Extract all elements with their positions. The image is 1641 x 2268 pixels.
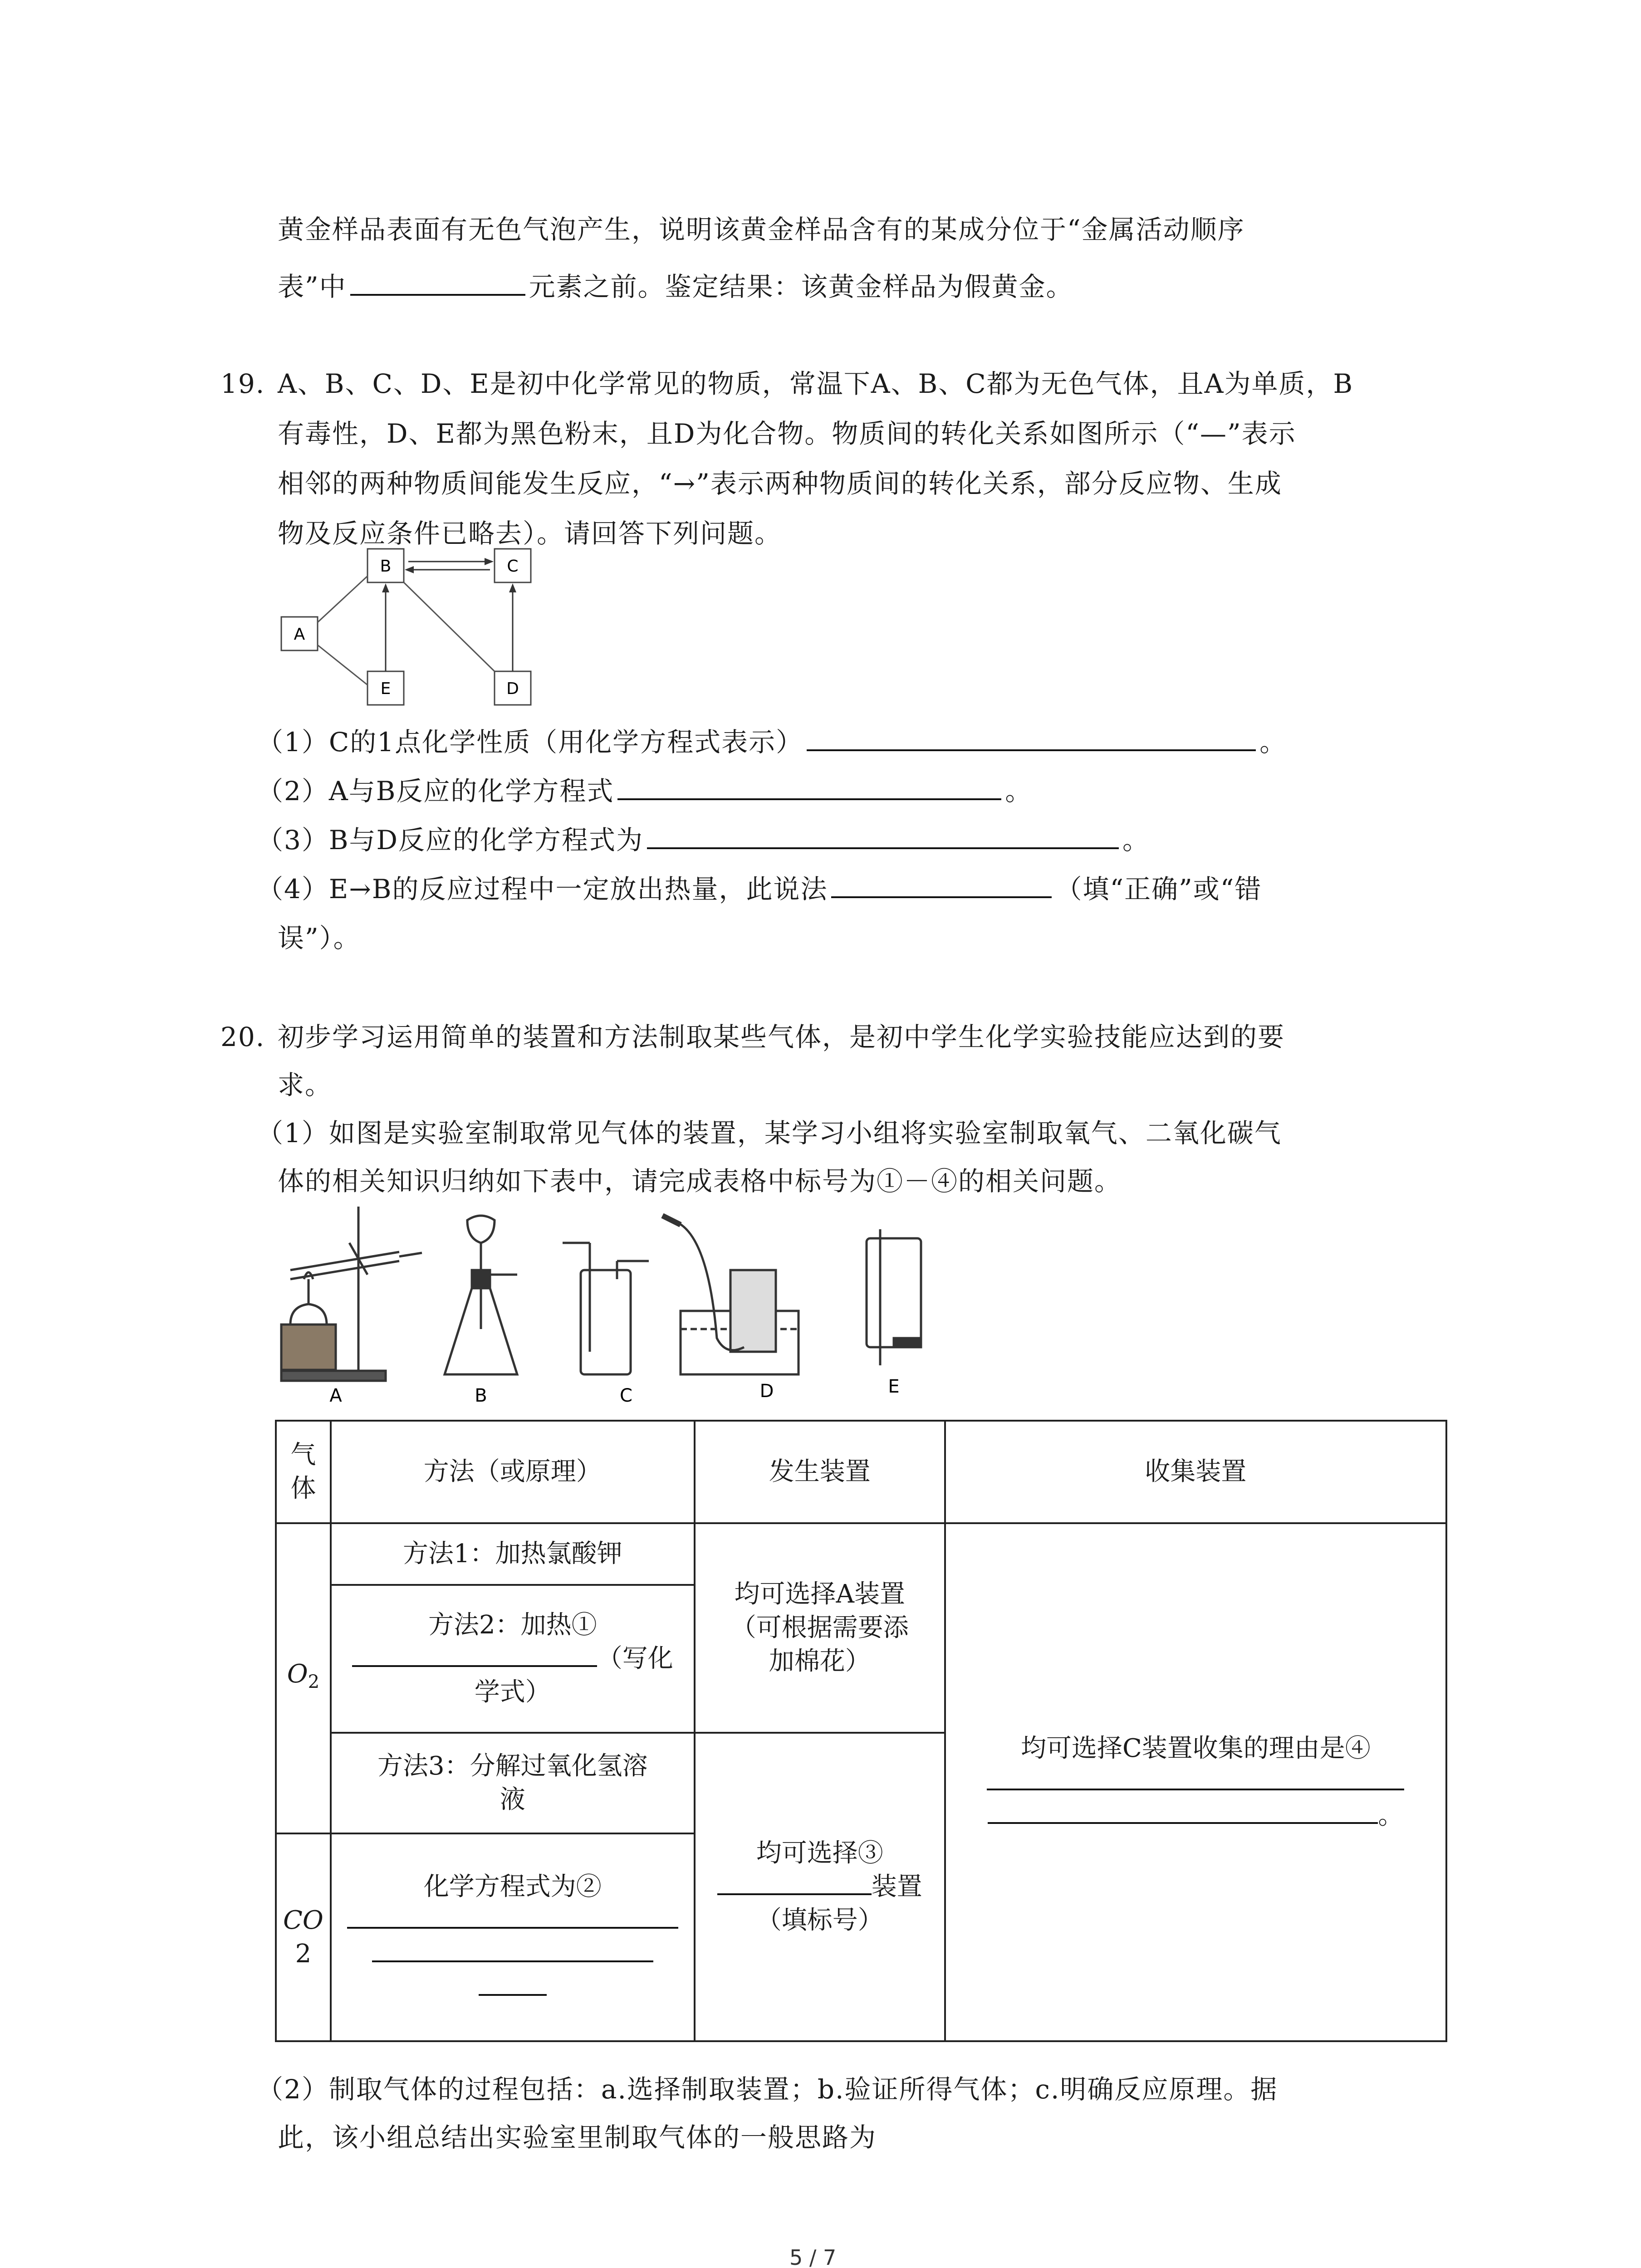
header-gas: 气 体: [276, 1421, 331, 1523]
label-d: D: [506, 679, 519, 698]
link-b-d: [404, 582, 495, 671]
apparatus-d: [662, 1216, 798, 1374]
cell-generator-a: 均可选择A装置 （可根据需要添 加棉花）: [695, 1523, 945, 1733]
answer-blank[interactable]: [617, 798, 1001, 800]
answer-blank-2c[interactable]: [479, 1994, 547, 1996]
label-apparatus-c: C: [620, 1385, 632, 1406]
label-b: B: [380, 557, 392, 576]
label-e: E: [380, 679, 391, 698]
answer-blank[interactable]: [831, 896, 1052, 898]
q19-number: 19.: [220, 368, 265, 399]
page-number: 5 / 7: [789, 2245, 837, 2268]
table-row: [276, 1523, 1446, 1585]
q20-number: 20.: [220, 1022, 265, 1052]
gas-table: [275, 1420, 1447, 2042]
cell-method2: 方法2：加热① （写化 学式）: [331, 1585, 695, 1733]
cell-generator-3: 均可选择③ 装置 （填标号）: [695, 1733, 945, 2041]
answer-blank-4b[interactable]: [988, 1822, 1378, 1824]
q19-stem-line4: 物及反应条件已略去）。请回答下列问题。: [278, 518, 782, 549]
cell-co2: CO 2: [276, 1833, 331, 2041]
q19-stem-line1: A、B、C、D、E是初中化学常见的物质，常温下A、B、C都为无色气体，且A为单质，B: [278, 368, 1354, 399]
header-collector: 收集装置: [945, 1421, 1446, 1523]
apparatus-figure: [272, 1202, 962, 1411]
answer-blank[interactable]: [647, 847, 1119, 849]
link-a-e: [318, 645, 367, 685]
q20-p2-line1: （2）制取气体的过程包括：a.选择制取装置；b.验证所得气体；c.明确反应原理。据: [257, 2074, 1278, 2105]
q18-line1: 黄金样品表面有无色气泡产生，说明该黄金样品含有的某成分位于“金属活动顺序: [278, 214, 1245, 245]
q18-line2: 表”中 元素之前。鉴定结果：该黄金样品为假黄金。: [278, 271, 1073, 302]
arrowhead: [485, 558, 494, 565]
q20-p1-line1: （1）如图是实验室制取常见气体的装置，某学习小组将实验室制取氧气、二氧化碳气: [257, 1118, 1282, 1149]
apparatus-e: [867, 1229, 921, 1365]
table-header-row: [276, 1421, 1446, 1523]
q19-sub4-cont: 误”）。: [278, 923, 361, 953]
relation-diagram: [272, 540, 563, 721]
cell-collector: 均可选择C装置收集的理由是④ 。: [945, 1523, 1446, 2041]
q19-sub1: （1）C的1点化学性质（用化学方程式表示） 。: [257, 727, 1287, 758]
apparatus-b: [445, 1216, 517, 1374]
cell-method1: 方法1：加热氯酸钾: [331, 1523, 695, 1585]
answer-blank[interactable]: [350, 293, 525, 296]
cell-o2: $O_2$: [276, 1523, 331, 1833]
label-apparatus-a: A: [329, 1385, 342, 1406]
answer-blank-3[interactable]: [717, 1893, 872, 1895]
cell-method3: 方法3：分解过氧化氢溶 液: [331, 1733, 695, 1833]
q19-stem-line3: 相邻的两种物质间能发生反应，“→”表示两种物质间的转化关系，部分反应物、生成: [278, 468, 1282, 499]
label-a: A: [294, 625, 305, 644]
apparatus-a: [281, 1207, 422, 1381]
q19-sub3: （3）B与D反应的化学方程式为 。: [257, 825, 1150, 855]
arrowhead: [405, 566, 414, 573]
header-generator: 发生装置: [695, 1421, 945, 1523]
q19-sub4: （4）E→B的反应过程中一定放出热量，此说法 （填“正确”或“错: [257, 874, 1262, 904]
label-apparatus-b: B: [475, 1385, 487, 1406]
label-apparatus-e: E: [888, 1376, 900, 1397]
q19-stem-line2: 有毒性，D、E都为黑色粉末，且D为化合物。物质间的转化关系如图所示（“—”表示: [278, 418, 1296, 449]
cell-equation: 化学方程式为②: [331, 1833, 695, 2041]
q20-stem-line2: 求。: [278, 1070, 333, 1100]
answer-blank[interactable]: [807, 749, 1256, 751]
answer-blank-1[interactable]: [352, 1665, 597, 1667]
q20-p1-line2: 体的相关知识归纳如下表中，请完成表格中标号为①－④的相关问题。: [278, 1166, 1122, 1197]
apparatus-c: [563, 1243, 649, 1374]
q19-sub2: （2）A与B反应的化学方程式 。: [257, 776, 1033, 807]
arrowhead: [382, 583, 389, 592]
q20-p2-line2: 此，该小组总结出实验室里制取气体的一般思路为: [278, 2122, 877, 2153]
answer-blank-4a[interactable]: [987, 1788, 1404, 1790]
header-method: 方法（或原理）: [331, 1421, 695, 1523]
arrowhead: [509, 583, 516, 592]
q20-stem-line1: 初步学习运用简单的装置和方法制取某些气体，是初中学生化学实验技能应达到的要: [278, 1022, 1285, 1052]
answer-blank-2b[interactable]: [372, 1960, 653, 1962]
link-a-b: [318, 576, 367, 622]
label-apparatus-d: D: [759, 1381, 774, 1402]
label-c: C: [507, 557, 519, 576]
answer-blank-2a[interactable]: [347, 1926, 678, 1929]
